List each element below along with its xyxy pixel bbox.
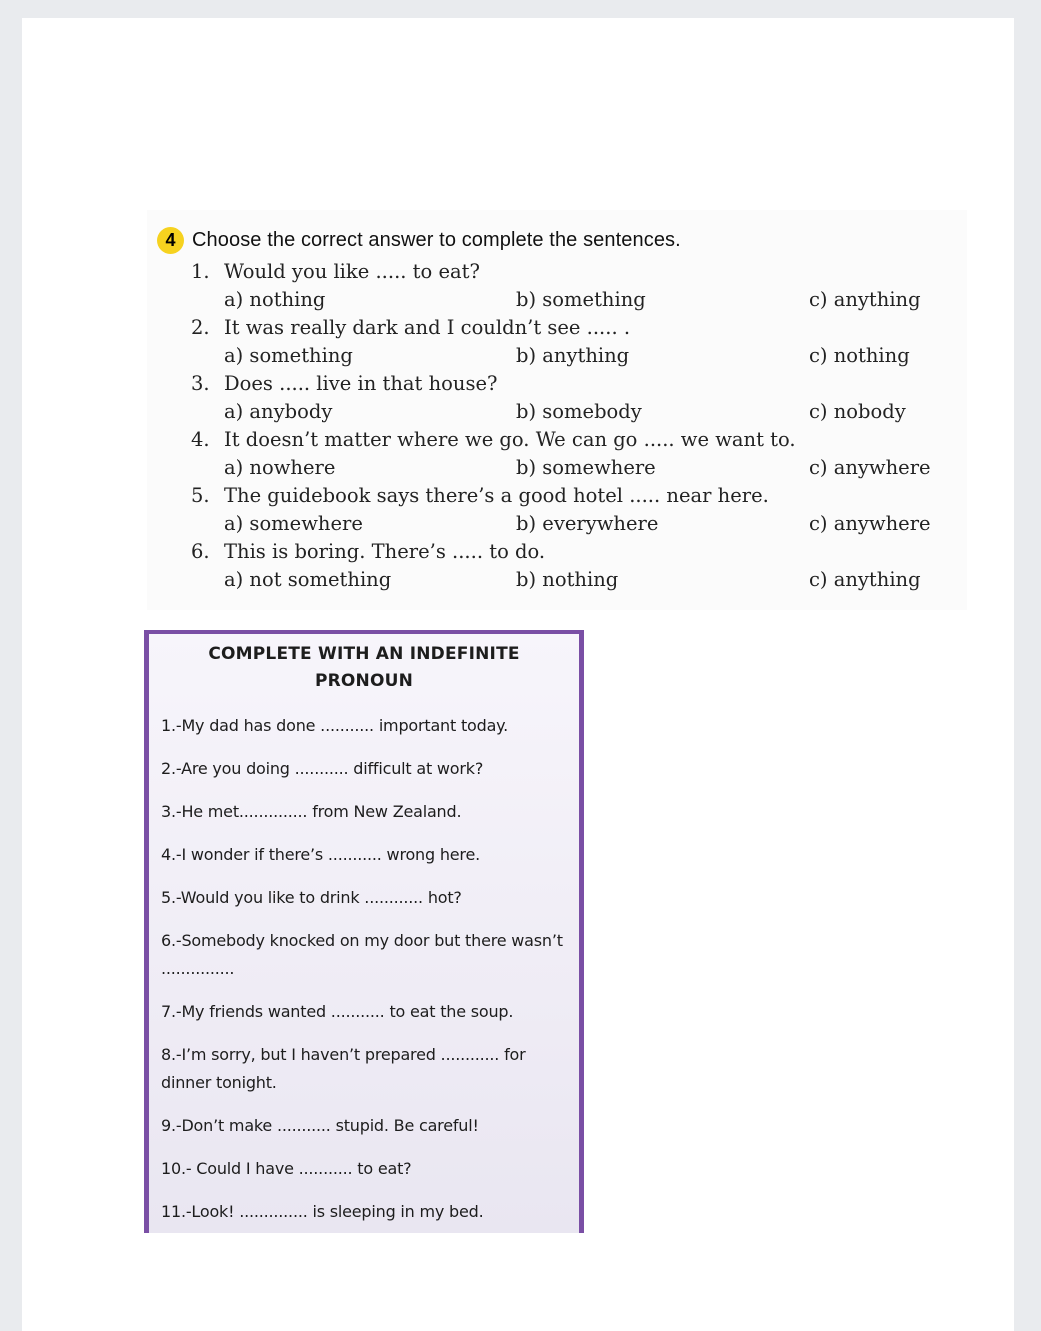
question [191, 314, 971, 342]
option-c: c) anything [809, 568, 921, 591]
option-c: c) anywhere [809, 512, 931, 535]
question-text: The guidebook says there’s a good hotel ..... near here. [224, 484, 769, 507]
question [191, 426, 971, 454]
question [191, 258, 971, 286]
question-number: 4. [191, 428, 210, 451]
worksheet-title [149, 641, 579, 695]
answer-options [191, 510, 971, 538]
question-number: 3. [191, 372, 210, 395]
option-b: b) nothing [516, 568, 619, 591]
option-c: c) anything [809, 288, 921, 311]
question [191, 370, 971, 398]
question-text: This is boring. There’s ..... to do. [224, 540, 546, 563]
worksheet-item: 6.-Somebody knocked on my door but there wasn’t ............... [161, 931, 563, 978]
option-a: a) not something [224, 568, 392, 591]
option-c: c) nothing [809, 344, 910, 367]
worksheet-item: 10.- Could I have ........... to eat? [161, 1159, 412, 1178]
question-text: Does ..... live in that house? [224, 372, 498, 395]
answer-options [191, 342, 971, 370]
question-text: Would you like ..... to eat? [224, 260, 480, 283]
question-text: It doesn’t matter where we go. We can go ..... we want to. [224, 428, 796, 451]
option-a: a) somewhere [224, 512, 363, 535]
option-b: b) everywhere [516, 512, 659, 535]
worksheet-items [161, 712, 571, 1241]
worksheet-title-line: COMPLETE WITH AN INDEFINITE [208, 644, 520, 664]
option-b: b) something [516, 288, 646, 311]
worksheet-item: 4.-I wonder if there’s ........... wrong here. [161, 845, 480, 864]
worksheet-item: 3.-He met.............. from New Zealand. [161, 802, 462, 821]
option-a: a) anybody [224, 400, 333, 423]
question-number: 2. [191, 316, 210, 339]
answer-options [191, 454, 971, 482]
question [191, 538, 971, 566]
answer-options [191, 286, 971, 314]
exercise-4-items [191, 258, 971, 594]
worksheet-item: 2.-Are you doing ........... difficult at work? [161, 759, 484, 778]
worksheet-item: 1.-My dad has done ........... important today. [161, 716, 509, 735]
option-a: a) nowhere [224, 456, 336, 479]
answer-options [191, 566, 971, 594]
option-a: a) something [224, 344, 353, 367]
exercise-instruction: Choose the correct answer to complete the sentences. [192, 229, 681, 251]
exercise-number-badge: 4 [157, 227, 184, 254]
option-c: c) nobody [809, 400, 906, 423]
document-page [22, 18, 1014, 1331]
worksheet-item: 11.-Look! .............. is sleeping in my bed. [161, 1202, 484, 1221]
question-number: 5. [191, 484, 210, 507]
question [191, 482, 971, 510]
worksheet-item: 7.-My friends wanted ........... to eat the soup. [161, 1002, 514, 1021]
worksheet-item: 8.-I’m sorry, but I haven’t prepared ............ for dinner tonight. [161, 1045, 526, 1092]
worksheet-item: 5.-Would you like to drink ............ hot? [161, 888, 462, 907]
exercise-4 [147, 210, 967, 610]
question-number: 1. [191, 260, 210, 283]
answer-options [191, 398, 971, 426]
worksheet-title-line: PRONOUN [314, 671, 414, 691]
option-a: a) nothing [224, 288, 326, 311]
exercise-4-header [157, 227, 681, 254]
option-b: b) somebody [516, 400, 642, 423]
question-number: 6. [191, 540, 210, 563]
option-c: c) anywhere [809, 456, 931, 479]
option-b: b) somewhere [516, 456, 656, 479]
question-text: It was really dark and I couldn’t see ..... . [224, 316, 631, 339]
indefinite-pronoun-worksheet [144, 630, 584, 1233]
option-b: b) anything [516, 344, 630, 367]
worksheet-item: 9.-Don’t make ........... stupid. Be careful! [161, 1116, 479, 1135]
